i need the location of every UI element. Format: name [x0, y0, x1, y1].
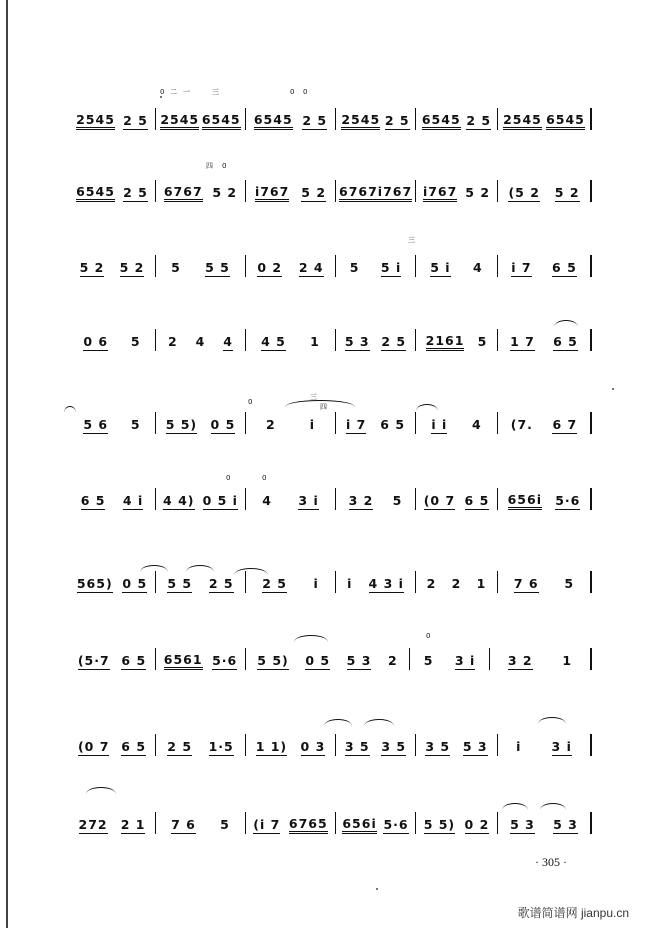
slur-arc: [502, 803, 528, 810]
measure: [156, 571, 246, 593]
note-group: i767: [378, 185, 412, 202]
note-group: 5: [423, 653, 434, 668]
note-group: 5 2: [119, 260, 145, 275]
measure: [156, 180, 246, 202]
measure: [156, 812, 246, 834]
measure: [156, 648, 246, 670]
note-group: 5: [130, 334, 141, 349]
note-group: 6 5: [552, 260, 577, 275]
note-group: i: [309, 417, 315, 432]
note-group: 2 5: [123, 113, 148, 128]
note-group: 2: [167, 334, 178, 349]
note-group: 6767: [339, 185, 378, 202]
note-group: 5 3: [462, 739, 488, 754]
note-group: 0 5 i: [202, 493, 238, 508]
note-group: 1 7: [510, 334, 535, 349]
measure: [336, 488, 416, 510]
note-group: 4 3 i: [368, 576, 404, 591]
measure: [416, 571, 498, 593]
note-group: 2 5: [123, 185, 148, 200]
fingering-mark: 四: [320, 403, 327, 411]
measure: [410, 648, 490, 670]
measure: [416, 255, 498, 277]
score-line: [72, 172, 592, 202]
note-group: 2 5: [167, 739, 193, 754]
note-group: 5: [220, 817, 230, 832]
note-group: 272: [78, 817, 108, 832]
slur-arc: [64, 406, 76, 413]
note-group: 6 5: [464, 493, 490, 508]
watermark-text[interactable]: 歌谱简谱网 jianpu.cn: [517, 906, 629, 920]
fingering-mark: 0: [290, 88, 295, 96]
fingering-mark: 四: [206, 162, 213, 170]
score-line: [72, 100, 592, 130]
note-group: 0 2: [257, 260, 283, 275]
measure: [416, 180, 498, 202]
scan-speck: [612, 388, 614, 390]
note-group: 0 5: [305, 653, 331, 668]
fingering-mark: 0: [303, 88, 308, 96]
score-line: [72, 404, 592, 434]
note-group: 5 5: [205, 260, 230, 275]
fingering-mark: 三: [408, 236, 415, 244]
note-group: 6 5: [80, 493, 106, 508]
note-group: 3 2: [507, 653, 533, 668]
note-group: 7 6: [513, 576, 539, 591]
note-group: 5: [564, 576, 575, 591]
measure: [72, 329, 156, 351]
measure: [336, 734, 416, 756]
measure: [416, 812, 498, 834]
measure: [246, 255, 336, 277]
measure: [498, 180, 592, 202]
slur-arc: [285, 400, 355, 407]
note-group: 4: [223, 334, 233, 349]
measure: [498, 488, 592, 510]
note-group: (5 2: [508, 185, 540, 200]
note-group: 656i: [508, 493, 542, 510]
measure: [336, 180, 416, 202]
note-group: 5 5): [165, 417, 198, 432]
note-group: i: [313, 576, 319, 591]
measure: [72, 180, 156, 202]
note-group: 5·6: [212, 653, 238, 668]
fingering-mark: 0: [222, 162, 227, 170]
note-group: (0 7: [423, 493, 456, 508]
fingering-mark: 0: [226, 474, 231, 482]
measure: [246, 648, 410, 670]
note-group: 1 1): [255, 739, 288, 754]
measure: [156, 488, 246, 510]
measure: [246, 488, 336, 510]
note-group: 0 5: [122, 576, 148, 591]
measure: [416, 329, 498, 351]
fingering-mark: 二: [170, 88, 177, 96]
note-group: i 7: [345, 417, 367, 432]
measure: [72, 412, 156, 434]
slur-arc: [234, 568, 268, 575]
note-group: 2545: [76, 113, 115, 130]
note-group: 2 5: [384, 113, 410, 128]
note-group: i: [516, 739, 522, 754]
note-group: 6767: [164, 185, 203, 202]
measure: [156, 255, 246, 277]
fingering-mark: 0: [160, 88, 165, 96]
scan-speck: [160, 96, 162, 98]
slur-arc: [538, 717, 566, 724]
note-group: 3 5: [344, 739, 370, 754]
measure: [246, 734, 336, 756]
fingering-mark: 一: [183, 88, 190, 96]
fingering-mark: 0: [248, 398, 253, 406]
measure: [246, 180, 336, 202]
score-line: [72, 480, 592, 510]
measure: [416, 734, 498, 756]
fingering-mark: 三: [310, 393, 317, 401]
note-group: 3 i: [298, 493, 319, 508]
measure: [498, 734, 592, 756]
measure: [416, 412, 498, 434]
note-group: 5 2: [79, 260, 105, 275]
note-group: i767: [423, 185, 457, 202]
note-group: 2 5: [302, 113, 328, 128]
note-group: 2: [451, 576, 462, 591]
slur-arc: [186, 565, 214, 572]
page-edge-rule: [6, 0, 8, 928]
note-group: (7.: [510, 417, 533, 432]
note-group: 5 3: [510, 817, 535, 832]
measure: [72, 255, 156, 277]
note-group: 5: [477, 334, 488, 349]
note-group: 5·6: [555, 493, 581, 508]
note-group: 3 2: [348, 493, 374, 508]
measure: [336, 329, 416, 351]
note-group: 2 4: [298, 260, 324, 275]
note-group: 2 5: [262, 576, 287, 591]
measure: [72, 734, 156, 756]
note-group: 6 5: [121, 739, 147, 754]
note-group: 6 5: [121, 653, 147, 668]
measure: [498, 255, 592, 277]
measure: [416, 108, 498, 130]
measure: [336, 812, 416, 834]
note-group: 656i: [342, 817, 376, 834]
slur-arc: [140, 565, 168, 572]
measure: [498, 108, 592, 130]
note-group: 5 3: [553, 817, 578, 832]
note-group: 4 5: [261, 334, 286, 349]
note-group: 4: [471, 417, 482, 432]
note-group: 0 2: [464, 817, 490, 832]
note-group: 2 5: [208, 576, 234, 591]
note-group: 2 1: [120, 817, 146, 832]
measure: [498, 812, 592, 834]
note-group: 6545: [202, 113, 241, 130]
note-group: 0 5: [210, 417, 236, 432]
measure: [156, 734, 246, 756]
note-group: 5: [130, 417, 141, 432]
note-group: 5 5: [167, 576, 193, 591]
note-group: 1: [310, 334, 320, 349]
measure: [156, 108, 246, 130]
note-group: 5 2: [301, 185, 327, 200]
note-group: 5: [349, 260, 360, 275]
note-group: (i 7: [253, 817, 281, 832]
note-group: 565): [76, 576, 113, 591]
note-group: 7 6: [171, 817, 196, 832]
note-group: 2: [387, 653, 398, 668]
measure: [72, 108, 156, 130]
measure: [156, 329, 246, 351]
measure: [498, 571, 592, 593]
slur-arc: [294, 635, 328, 642]
measure: [72, 812, 156, 834]
scan-speck: [376, 888, 378, 890]
note-group: 5 2: [465, 185, 491, 200]
note-group: 2: [266, 417, 276, 432]
note-group: 3 5: [381, 739, 407, 754]
note-group: i i: [431, 417, 448, 432]
note-group: i 7: [511, 260, 532, 275]
note-group: i767: [255, 185, 289, 202]
note-group: 1: [476, 576, 487, 591]
note-group: 1: [562, 653, 573, 668]
score-line: [72, 640, 592, 670]
measure: [490, 648, 592, 670]
measure: [498, 412, 592, 434]
note-group: 1·5: [208, 739, 234, 754]
note-group: 6545: [422, 113, 461, 130]
note-group: 5: [171, 260, 181, 275]
note-group: 5 5): [257, 653, 289, 668]
note-group: 2161: [426, 334, 465, 351]
measure: [336, 108, 416, 130]
slur-arc: [86, 787, 116, 794]
measure: [72, 488, 156, 510]
measure: [246, 412, 336, 434]
note-group: 5 2: [554, 185, 580, 200]
measure: [416, 488, 498, 510]
note-group: 2 5: [381, 334, 407, 349]
score-line: [72, 726, 592, 756]
note-group: 4: [195, 334, 206, 349]
fingering-mark: 0: [426, 632, 431, 640]
note-group: 0 3: [300, 739, 326, 754]
note-group: 4 4): [163, 493, 195, 508]
note-group: 2 5: [466, 113, 492, 128]
slur-arc: [540, 803, 566, 810]
note-group: 5 i: [430, 260, 451, 275]
measure: [246, 812, 336, 834]
score-line: [72, 247, 592, 277]
slur-arc: [416, 404, 438, 411]
score-line: [72, 321, 592, 351]
music-score: [72, 0, 592, 880]
note-group: 3 i: [454, 653, 476, 668]
note-group: 5 3: [346, 653, 372, 668]
note-group: 6765: [289, 817, 328, 834]
note-group: 5·6: [383, 817, 409, 832]
note-group: 5 6: [83, 417, 109, 432]
slur-arc: [324, 719, 352, 726]
fingering-mark: 0: [262, 474, 267, 482]
note-group: 4: [262, 493, 272, 508]
note-group: 6 7: [552, 417, 578, 432]
note-group: 6545: [76, 185, 115, 202]
measure: [156, 412, 246, 434]
note-group: 4 i: [122, 493, 144, 508]
note-group: 6561: [164, 653, 203, 670]
note-group: 5: [392, 493, 403, 508]
note-group: 2545: [160, 113, 199, 130]
note-group: 5 i: [380, 260, 402, 275]
measure: [72, 648, 156, 670]
measure: [498, 329, 592, 351]
note-group: 5 3: [344, 334, 370, 349]
note-group: (5·7: [77, 653, 110, 668]
note-group: 2545: [503, 113, 542, 130]
note-group: 6 5: [553, 334, 578, 349]
slur-arc: [554, 320, 578, 327]
measure: [336, 571, 416, 593]
note-group: 6545: [254, 113, 293, 130]
note-group: 0 6: [83, 334, 109, 349]
measure: [336, 412, 416, 434]
measure: [72, 571, 156, 593]
measure: [246, 108, 336, 130]
note-group: 2545: [341, 113, 380, 130]
note-group: (0 7: [77, 739, 110, 754]
note-group: 6 5: [380, 417, 406, 432]
note-group: 2: [426, 576, 437, 591]
note-group: 5 5): [423, 817, 456, 832]
measure: [246, 329, 336, 351]
page-number: · 305 ·: [535, 855, 567, 869]
fingering-mark: 三: [212, 88, 219, 96]
note-group: 4: [473, 260, 483, 275]
slur-arc: [364, 719, 394, 726]
note-group: 3 i: [551, 739, 572, 754]
measure: [336, 255, 416, 277]
note-group: 3 5: [425, 739, 451, 754]
note-group: 6545: [546, 113, 585, 130]
note-group: i: [347, 576, 353, 591]
note-group: 5 2: [212, 185, 238, 200]
